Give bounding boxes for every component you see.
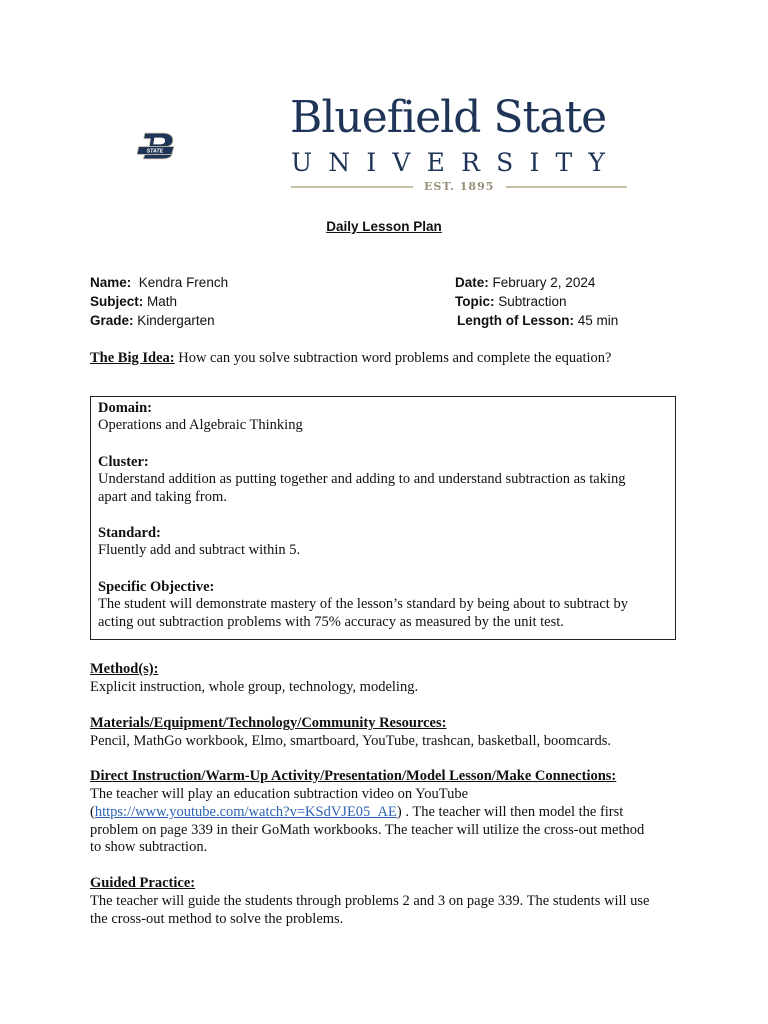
direct-instruction-line2 — [90, 803, 623, 821]
name-label: Name: — [90, 275, 132, 290]
youtube-video-link[interactable]: https://www.youtube.com/watch?v=KSdVJE05_AE — [94, 804, 397, 820]
bluefield-state-logo — [137, 96, 277, 196]
document-title: Daily Lesson Plan — [326, 219, 442, 234]
objective-text-2: acting out subtraction problems with 75% accuracy as measured by the unit test. — [98, 614, 564, 630]
objective-text-1: The student will demonstrate mastery of the lesson’s standard by being about to subtract by — [98, 596, 628, 612]
guided-practice-line2: the cross-out method to solve the problems. — [90, 911, 344, 927]
big-idea-text: How can you solve subtraction word problems and complete the equation? — [178, 350, 612, 366]
big-idea-label: The Big Idea: — [90, 350, 175, 366]
grade-row — [90, 312, 215, 330]
subject-label: Subject: — [90, 294, 144, 309]
est-divider-right — [506, 186, 627, 188]
objective-label: Specific Objective: — [98, 579, 215, 595]
established-text: EST. 1895 — [424, 180, 495, 193]
standards-box — [90, 396, 676, 640]
big-idea — [90, 349, 612, 367]
topic-value: Subtraction — [498, 294, 567, 309]
cluster-label: Cluster: — [98, 454, 149, 470]
materials-text: Pencil, MathGo workbook, Elmo, smartboard, YouTube, trashcan, basketball, boomcards. — [90, 733, 611, 749]
guided-practice-heading: Guided Practice: — [90, 875, 196, 891]
date-label: Date: — [455, 275, 489, 290]
date-value: February 2, 2024 — [492, 275, 596, 290]
logo-state-text: STATE — [146, 148, 164, 155]
topic-row — [455, 293, 567, 311]
direct-instruction-line3: problem on page 339 in their GoMath workbooks. The teacher will utilize the cross-out method — [90, 822, 645, 838]
domain-text: Operations and Algebraic Thinking — [98, 417, 303, 433]
length-row — [457, 312, 618, 330]
length-value: 45 min — [577, 313, 619, 328]
link-open-paren: ( — [90, 804, 95, 820]
methods-heading: Method(s): — [90, 661, 159, 677]
name-value: Kendra French — [138, 275, 229, 290]
subject-value: Math — [147, 294, 178, 309]
direct-instruction-heading: Direct Instruction/Warm-Up Activity/Presentation/Model Lesson/Make Connections: — [90, 768, 617, 784]
direct-instruction-line2-rest: ) . The teacher will then model the first — [396, 804, 624, 820]
grade-value: Kindergarten — [137, 313, 215, 328]
cluster-text-2: apart and taking from. — [98, 489, 227, 505]
direct-instruction-line1: The teacher will play an education subtraction video on YouTube — [90, 786, 468, 802]
guided-practice-line1: The teacher will guide the students through problems 2 and 3 on page 339. The students will use — [90, 893, 650, 909]
university-name: Bluefield State — [290, 92, 607, 143]
materials-heading: Materials/Equipment/Technology/Community Resources: — [90, 715, 447, 731]
est-divider-left — [291, 186, 413, 188]
direct-instruction-line4: to show subtraction. — [90, 839, 208, 855]
name-row — [90, 274, 228, 292]
standard-label: Standard: — [98, 525, 161, 541]
university-subtitle: UNIVERSITY — [291, 148, 622, 177]
date-row — [455, 274, 595, 292]
length-label: Length of Lesson: — [457, 313, 574, 328]
subject-row — [90, 293, 177, 311]
domain-label: Domain: — [98, 400, 152, 416]
cluster-text-1: Understand addition as putting together and adding to and understand subtraction as taking — [98, 471, 626, 487]
grade-label: Grade: — [90, 313, 134, 328]
standard-text: Fluently add and subtract within 5. — [98, 542, 301, 558]
methods-text: Explicit instruction, whole group, technology, modeling. — [90, 679, 419, 695]
topic-label: Topic: — [455, 294, 495, 309]
